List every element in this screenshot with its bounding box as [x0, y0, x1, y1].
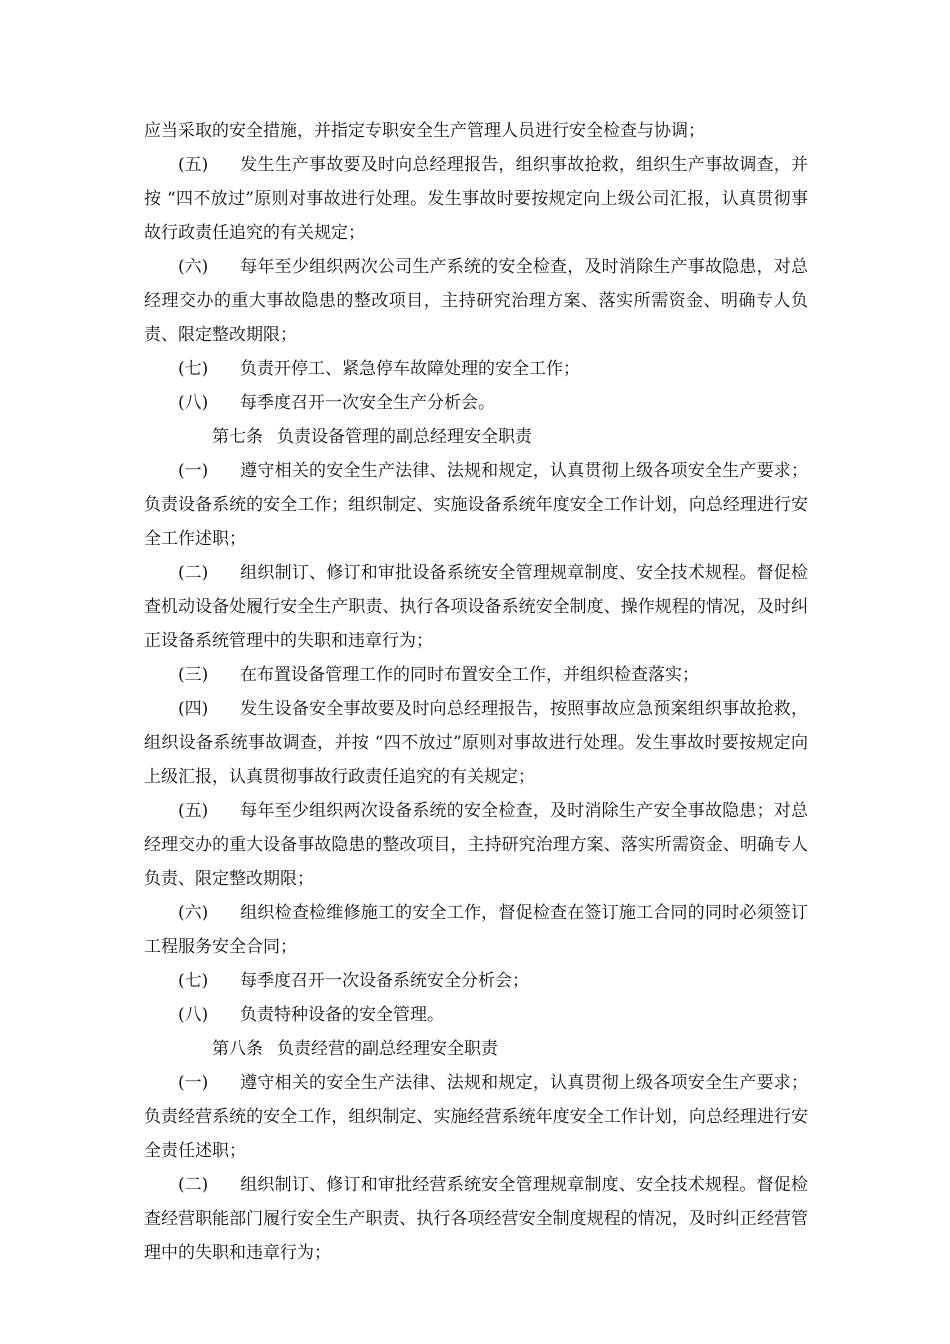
clause-text: 组织制订、修订和审批经营系统安全管理规章制度、安全技术规程。督促检查经营职能部门履行安全生产职责、执行各项经营安全制度规程的情况，及时纠正经营管理中的失职和违章行为； [144, 1175, 808, 1263]
article-number: 第八条 [212, 1039, 263, 1059]
clause-number: (一) [178, 1073, 209, 1093]
clause-text: 遵守相关的安全生产法律、法规和规定，认真贯彻上级各项安全生产要求；负责设备系统的安全工作；组织制定、实施设备系统年度安全工作计划，向总经理进行安全工作述职； [144, 461, 808, 549]
clause-text: 每季度召开一次设备系统安全分析会； [240, 971, 529, 991]
clause-text: 负责特种设备的安全管理。 [240, 1005, 444, 1025]
clause-item [144, 1066, 808, 1168]
clause-text: 每季度召开一次安全生产分析会。 [240, 393, 495, 413]
clause-number: (八) [178, 393, 209, 413]
clause-text: 在布置设备管理工作的同时布置安全工作，并组织检查落实； [240, 665, 699, 685]
clause-number: (三) [178, 665, 209, 685]
clause-item [144, 148, 808, 250]
clause-item [144, 692, 808, 794]
clause-number: (八) [178, 1005, 209, 1025]
clause-item [144, 386, 808, 420]
paragraph-continuation [144, 114, 808, 148]
clause-text: 每年至少组织两次设备系统的安全检查，及时消除生产安全事故隐患；对总经理交办的重大设备事故隐患的整改项目，主持研究治理方案、落实所需资金、明确专人负责、限定整改期限； [144, 801, 808, 889]
clause-number: (二) [178, 563, 209, 583]
clause-number: (五) [178, 801, 209, 821]
article-title: 负责经营的副总经理安全职责 [277, 1039, 498, 1059]
clause-item [144, 998, 808, 1032]
clause-number: (六) [178, 257, 209, 277]
clause-text: 遵守相关的安全生产法律、法规和规定，认真贯彻上级各项安全生产要求；负责经营系统的安全工作，组织制定、实施经营系统年度安全工作计划，向总经理进行安全责任述职； [144, 1073, 808, 1161]
document-page [144, 114, 808, 1270]
article-title: 负责设备管理的副总经理安全职责 [277, 427, 532, 447]
clause-item [144, 658, 808, 692]
clause-item [144, 896, 808, 964]
clause-item [144, 794, 808, 896]
clause-item [144, 1168, 808, 1270]
clause-item [144, 454, 808, 556]
clause-number: (六) [178, 903, 209, 923]
clause-text: 组织制订、修订和审批设备系统安全管理规章制度、安全技术规程。督促检查机动设备处履行安全生产职责、执行各项设备系统安全制度、操作规程的情况，及时纠正设备系统管理中的失职和违章行为； [144, 563, 808, 651]
clause-number: (一) [178, 461, 209, 481]
clause-text: 负责开停工、紧急停车故障处理的安全工作； [240, 359, 580, 379]
clause-number: (七) [178, 971, 209, 991]
clause-item [144, 352, 808, 386]
article-number: 第七条 [212, 427, 263, 447]
paragraph-text: 应当采取的安全措施，并指定专职安全生产管理人员进行安全检查与协调； [144, 121, 705, 141]
article-heading [144, 420, 808, 454]
clause-text: 每年至少组织两次公司生产系统的安全检查，及时消除生产事故隐患，对总经理交办的重大事故隐患的整改项目，主持研究治理方案、落实所需资金、明确专人负责、限定整改期限； [144, 257, 808, 345]
clause-text: 发生生产事故要及时向总经理报告，组织事故抢救，组织生产事故调查，并按 “四不放过”原则对事故进行处理。发生事故时要按规定向上级公司汇报，认真贯彻事故行政责任追究的有关规定； [144, 155, 808, 243]
clause-text: 发生设备安全事故要及时向总经理报告，按照事故应急预案组织事故抢救，组织设备系统事故调查，并按 “四不放过”原则对事故进行处理。发生事故时要按规定向上级汇报，认真贯彻事故行政责任追究的有关规定； [144, 699, 808, 787]
clause-number: (四) [178, 699, 209, 719]
clause-item [144, 250, 808, 352]
clause-item [144, 964, 808, 998]
clause-item [144, 556, 808, 658]
clause-number: (五) [178, 155, 209, 175]
clause-number: (七) [178, 359, 209, 379]
clause-text: 组织检查检维修施工的安全工作，督促检查在签订施工合同的同时必须签订工程服务安全合同； [144, 903, 808, 957]
article-heading [144, 1032, 808, 1066]
clause-number: (二) [178, 1175, 209, 1195]
